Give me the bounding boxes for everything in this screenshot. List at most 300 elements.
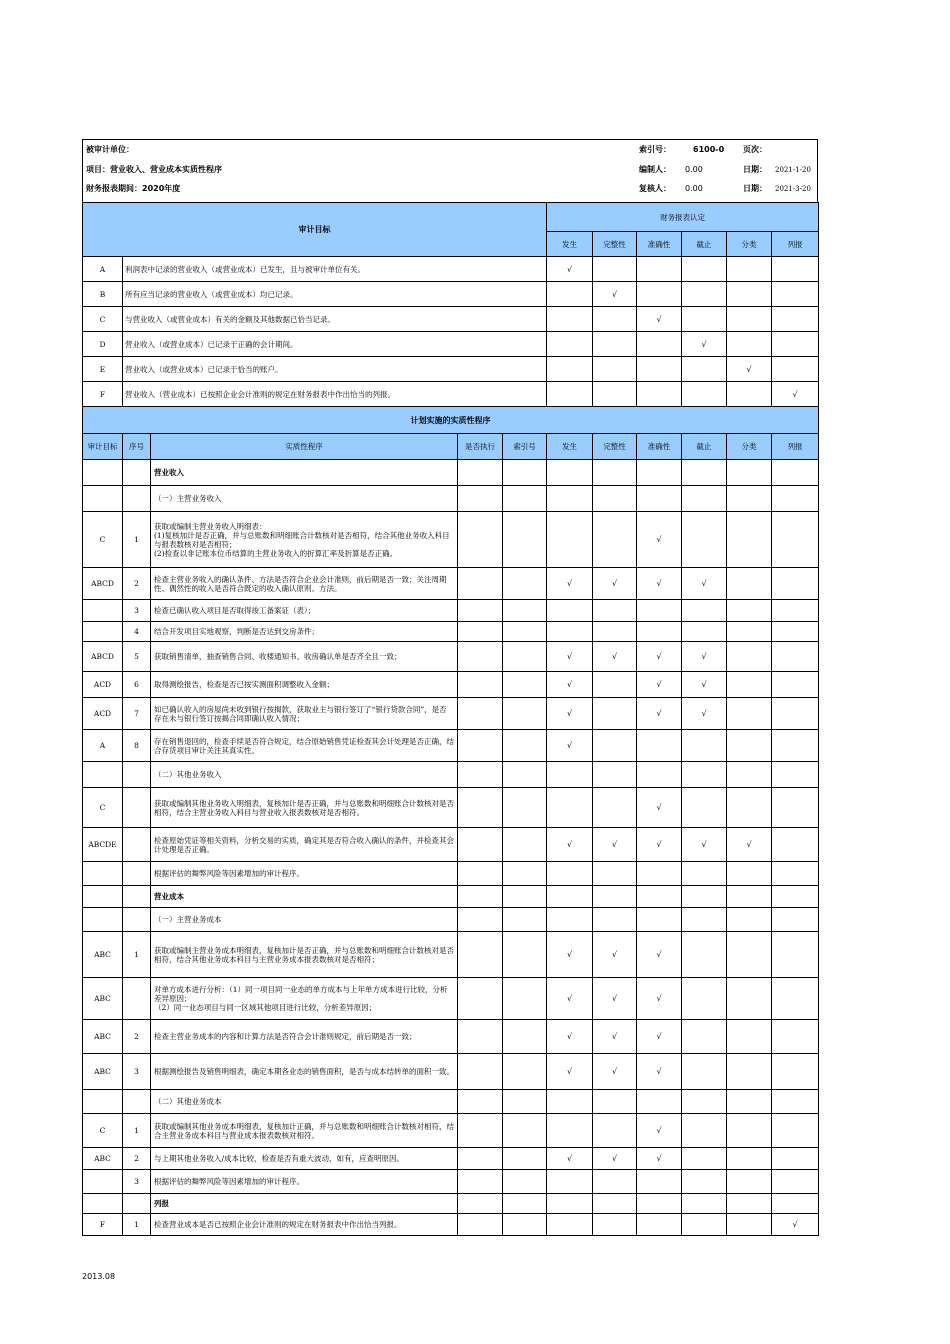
check-mark: √ bbox=[593, 568, 637, 600]
assertion-header: 分类 bbox=[727, 232, 772, 257]
check-mark bbox=[727, 600, 772, 622]
check-mark bbox=[547, 332, 593, 357]
index-cell bbox=[503, 1194, 547, 1214]
check-mark bbox=[772, 1114, 819, 1148]
check-mark bbox=[637, 908, 682, 932]
preparer-label: 编制人： bbox=[639, 165, 671, 174]
reviewer-value: 0.00 bbox=[685, 184, 703, 193]
procedure-row bbox=[83, 672, 819, 698]
procedure-objective: ABCD bbox=[83, 642, 123, 672]
check-mark bbox=[772, 486, 819, 512]
check-mark bbox=[682, 1054, 727, 1090]
check-mark bbox=[772, 257, 819, 282]
check-mark: √ bbox=[547, 1148, 593, 1170]
index-value: 6100-0 bbox=[693, 145, 725, 154]
check-mark bbox=[772, 282, 819, 307]
executed-cell bbox=[458, 460, 503, 486]
procedure-objective: F bbox=[83, 1214, 123, 1236]
check-mark bbox=[727, 1214, 772, 1236]
procedure-text: 与上期其他业务收入/成本比较，检查是否有重大波动，如有，应查明原因。 bbox=[151, 1148, 458, 1170]
check-mark bbox=[682, 1020, 727, 1054]
check-mark bbox=[682, 622, 727, 642]
index-cell bbox=[503, 978, 547, 1020]
check-mark bbox=[772, 622, 819, 642]
check-mark bbox=[727, 978, 772, 1020]
index-cell bbox=[503, 730, 547, 762]
check-mark: √ bbox=[682, 672, 727, 698]
procedure-objective: ABCD bbox=[83, 568, 123, 600]
check-mark bbox=[682, 357, 727, 382]
check-mark: √ bbox=[682, 828, 727, 862]
index-cell bbox=[503, 1054, 547, 1090]
check-mark: √ bbox=[682, 698, 727, 730]
check-mark bbox=[727, 460, 772, 486]
executed-cell bbox=[458, 486, 503, 512]
procedure-objective: C bbox=[83, 512, 123, 568]
procedure-row bbox=[83, 1170, 819, 1194]
procedure-row bbox=[83, 600, 819, 622]
index-cell bbox=[503, 932, 547, 978]
check-mark: √ bbox=[637, 672, 682, 698]
check-mark bbox=[727, 862, 772, 886]
check-mark bbox=[727, 672, 772, 698]
objective-row bbox=[83, 357, 819, 382]
check-mark bbox=[593, 788, 637, 828]
executed-cell bbox=[458, 1020, 503, 1054]
procedure-text: 检查已确认收入项目是否取得竣工备案证（表）； bbox=[151, 600, 458, 622]
check-mark bbox=[772, 932, 819, 978]
check-mark: √ bbox=[772, 1214, 819, 1236]
check-mark bbox=[727, 642, 772, 672]
procedure-objective bbox=[83, 460, 123, 486]
procedure-row bbox=[83, 1214, 819, 1236]
check-mark bbox=[772, 1170, 819, 1194]
index-cell bbox=[503, 600, 547, 622]
assertion-header: 准确性 bbox=[637, 232, 682, 257]
objective-row bbox=[83, 282, 819, 307]
procedure-objective: C bbox=[83, 1114, 123, 1148]
check-mark bbox=[637, 1170, 682, 1194]
check-mark bbox=[682, 932, 727, 978]
procedure-text: 检查营业成本是否已按照企业会计准则的规定在财务报表中作出恰当列报。 bbox=[151, 1214, 458, 1236]
procedure-text: （二）其他业务收入 bbox=[151, 762, 458, 788]
procedure-objective bbox=[83, 908, 123, 932]
procedure-row bbox=[83, 486, 819, 512]
procedure-number bbox=[123, 762, 151, 788]
check-mark: √ bbox=[772, 382, 819, 407]
check-mark bbox=[682, 1114, 727, 1148]
procedure-number bbox=[123, 828, 151, 862]
procedure-row bbox=[83, 1090, 819, 1114]
procedure-objective: ABC bbox=[83, 932, 123, 978]
check-mark bbox=[637, 862, 682, 886]
procedure-row bbox=[83, 908, 819, 932]
check-mark bbox=[547, 307, 593, 332]
check-mark bbox=[593, 600, 637, 622]
assertion-header: 列报 bbox=[772, 232, 819, 257]
procedure-text: （一）主营业务成本 bbox=[151, 908, 458, 932]
index-cell bbox=[503, 762, 547, 788]
index-cell bbox=[503, 512, 547, 568]
executed-cell bbox=[458, 862, 503, 886]
procedure-row bbox=[83, 886, 819, 908]
procedure-text: 列报 bbox=[151, 1194, 458, 1214]
reviewer-label: 复核人： bbox=[639, 184, 671, 193]
check-mark bbox=[772, 1194, 819, 1214]
check-mark bbox=[727, 568, 772, 600]
check-mark bbox=[547, 1170, 593, 1194]
check-mark bbox=[593, 1214, 637, 1236]
objectives-title: 审计目标 bbox=[83, 203, 547, 257]
check-mark bbox=[593, 886, 637, 908]
check-mark: √ bbox=[637, 1148, 682, 1170]
check-mark bbox=[727, 1170, 772, 1194]
objective-row bbox=[83, 257, 819, 282]
objective-text: 利润表中记录的营业收入（或营业成本）已发生，且与被审计单位有关。 bbox=[123, 257, 547, 282]
check-mark bbox=[637, 730, 682, 762]
assertion-header: 发生 bbox=[547, 232, 593, 257]
workpaper-sheet bbox=[82, 139, 818, 1236]
check-mark bbox=[682, 908, 727, 932]
check-mark bbox=[772, 357, 819, 382]
check-mark bbox=[772, 307, 819, 332]
check-mark bbox=[637, 622, 682, 642]
check-mark bbox=[593, 382, 637, 407]
index-cell bbox=[503, 642, 547, 672]
procedure-row bbox=[83, 730, 819, 762]
check-mark bbox=[593, 672, 637, 698]
procedure-number: 3 bbox=[123, 1170, 151, 1194]
check-mark: √ bbox=[547, 1020, 593, 1054]
check-mark: √ bbox=[547, 730, 593, 762]
check-mark bbox=[547, 357, 593, 382]
check-mark bbox=[682, 1090, 727, 1114]
project-label: 项目：营业收入、营业成本实质性程序 bbox=[86, 165, 222, 174]
procedure-objective: ABC bbox=[83, 978, 123, 1020]
procedure-text: 存在销售退回的，检查手续是否符合规定，结合原始销售凭证检查其会计处理是否正确，结合存货项目审计关注其真实性。 bbox=[151, 730, 458, 762]
check-mark: √ bbox=[547, 568, 593, 600]
check-mark bbox=[547, 600, 593, 622]
procedure-text: 根据测绘报告及销售明细表，确定本期各业态的销售面积，是否与成本结转单的面积一致。 bbox=[151, 1054, 458, 1090]
check-mark bbox=[682, 600, 727, 622]
auditee-label: 被审计单位： bbox=[86, 145, 134, 154]
assertion-header: 完整性 bbox=[593, 232, 637, 257]
check-mark: √ bbox=[593, 642, 637, 672]
check-mark bbox=[682, 886, 727, 908]
check-mark bbox=[547, 1090, 593, 1114]
procedure-text: 获取或编制其他业务收入明细表，复核加计是否正确，并与总账数和明细账合计数核对是否相符，结合主营业务收入科目与营业收入报表数核对是否相符。 bbox=[151, 788, 458, 828]
check-mark bbox=[637, 1090, 682, 1114]
check-mark bbox=[637, 1214, 682, 1236]
procedure-text: 检查主营业务成本的内容和计算方法是否符合会计准则规定，前后期是否一致； bbox=[151, 1020, 458, 1054]
procedure-number: 1 bbox=[123, 932, 151, 978]
procedure-number: 7 bbox=[123, 698, 151, 730]
procedure-number: 4 bbox=[123, 622, 151, 642]
procedure-row bbox=[83, 568, 819, 600]
objective-row bbox=[83, 332, 819, 357]
check-mark: √ bbox=[547, 1054, 593, 1090]
check-mark bbox=[727, 382, 772, 407]
check-mark: √ bbox=[593, 1020, 637, 1054]
index-cell bbox=[503, 788, 547, 828]
check-mark bbox=[593, 698, 637, 730]
procedure-row bbox=[83, 1194, 819, 1214]
procedure-text: 取得测绘报告，检查是否已按实测面积调整收入金额； bbox=[151, 672, 458, 698]
check-mark bbox=[727, 1054, 772, 1090]
check-mark bbox=[727, 908, 772, 932]
check-mark: √ bbox=[593, 1148, 637, 1170]
executed-cell bbox=[458, 1054, 503, 1090]
executed-cell bbox=[458, 1148, 503, 1170]
executed-cell bbox=[458, 730, 503, 762]
procedure-row bbox=[83, 978, 819, 1020]
check-mark bbox=[593, 730, 637, 762]
procedure-objective bbox=[83, 1090, 123, 1114]
check-mark bbox=[593, 1194, 637, 1214]
check-mark bbox=[772, 600, 819, 622]
check-mark: √ bbox=[593, 282, 637, 307]
check-mark bbox=[727, 332, 772, 357]
check-mark bbox=[682, 486, 727, 512]
check-mark bbox=[547, 1114, 593, 1148]
executed-cell bbox=[458, 568, 503, 600]
check-mark: √ bbox=[547, 978, 593, 1020]
procedure-objective: ABC bbox=[83, 1054, 123, 1090]
procedure-number bbox=[123, 862, 151, 886]
column-header: 分类 bbox=[727, 434, 772, 460]
check-mark bbox=[637, 357, 682, 382]
procedure-objective: C bbox=[83, 788, 123, 828]
check-mark bbox=[772, 730, 819, 762]
check-mark bbox=[772, 568, 819, 600]
check-mark bbox=[593, 862, 637, 886]
column-header: 审计目标 bbox=[83, 434, 123, 460]
check-mark bbox=[772, 642, 819, 672]
check-mark bbox=[547, 762, 593, 788]
check-mark bbox=[637, 1194, 682, 1214]
executed-cell bbox=[458, 886, 503, 908]
procedure-row bbox=[83, 828, 819, 862]
objective-code: E bbox=[83, 357, 123, 382]
check-mark bbox=[682, 1148, 727, 1170]
check-mark bbox=[593, 357, 637, 382]
procedure-text: 对单方成本进行分析：（1）同一项目同一业态的单方成本与上年单方成本进行比较，分析差异原因； （2）同一业态项目与同一区域其他项目进行比较，分析差异原因； bbox=[151, 978, 458, 1020]
check-mark: √ bbox=[547, 672, 593, 698]
check-mark: √ bbox=[637, 1020, 682, 1054]
check-mark bbox=[727, 698, 772, 730]
procedure-objective bbox=[83, 762, 123, 788]
procedure-number bbox=[123, 978, 151, 1020]
check-mark: √ bbox=[682, 568, 727, 600]
procedure-text: 获取销售清单，抽查销售合同、收楼通知书、收房确认单是否齐全且一致； bbox=[151, 642, 458, 672]
executed-cell bbox=[458, 932, 503, 978]
check-mark: √ bbox=[682, 642, 727, 672]
check-mark bbox=[682, 788, 727, 828]
check-mark bbox=[547, 512, 593, 568]
objective-text: 营业收入（营业成本）已按照企业会计准则的规定在财务报表中作出恰当的列报。 bbox=[123, 382, 547, 407]
procedure-number bbox=[123, 486, 151, 512]
check-mark bbox=[682, 382, 727, 407]
check-mark bbox=[727, 622, 772, 642]
executed-cell bbox=[458, 1214, 503, 1236]
procedure-text: 如已确认收入的房屋尚未收到银行按揭款，获取业主与银行签订了“银行贷款合同”，是否存在未与银行签订按揭合同即确认收入情况； bbox=[151, 698, 458, 730]
procedure-objective: ABCDE bbox=[83, 828, 123, 862]
objectives-section bbox=[83, 203, 819, 407]
procedure-objective: A bbox=[83, 730, 123, 762]
check-mark: √ bbox=[727, 828, 772, 862]
executed-cell bbox=[458, 1090, 503, 1114]
index-cell bbox=[503, 486, 547, 512]
check-mark bbox=[593, 486, 637, 512]
check-mark bbox=[772, 788, 819, 828]
check-mark bbox=[772, 862, 819, 886]
check-mark bbox=[593, 762, 637, 788]
procedure-number: 2 bbox=[123, 568, 151, 600]
procedure-text: 获取或编制其他业务成本明细表，复核加计正确，并与总账数和明细账合计数核对相符，结合主营业务成本科目与营业成本报表数核对相符。 bbox=[151, 1114, 458, 1148]
procedure-number: 3 bbox=[123, 600, 151, 622]
procedure-row bbox=[83, 762, 819, 788]
column-header: 实质性程序 bbox=[151, 434, 458, 460]
check-mark bbox=[682, 1194, 727, 1214]
check-mark bbox=[727, 886, 772, 908]
check-mark: √ bbox=[637, 698, 682, 730]
index-cell bbox=[503, 1090, 547, 1114]
objective-row bbox=[83, 382, 819, 407]
index-label: 索引号： bbox=[639, 145, 671, 154]
check-mark bbox=[637, 382, 682, 407]
column-header: 准确性 bbox=[637, 434, 682, 460]
procedure-objective: ACD bbox=[83, 698, 123, 730]
check-mark bbox=[547, 382, 593, 407]
check-mark bbox=[772, 978, 819, 1020]
check-mark bbox=[547, 622, 593, 642]
check-mark bbox=[547, 486, 593, 512]
date2-label: 日期： bbox=[743, 184, 767, 193]
index-cell bbox=[503, 698, 547, 730]
check-mark: √ bbox=[637, 978, 682, 1020]
check-mark bbox=[547, 788, 593, 828]
check-mark bbox=[682, 460, 727, 486]
footer-version: 2013.08 bbox=[82, 1272, 116, 1281]
executed-cell bbox=[458, 512, 503, 568]
procedure-row bbox=[83, 512, 819, 568]
check-mark: √ bbox=[637, 828, 682, 862]
check-mark: √ bbox=[593, 1054, 637, 1090]
check-mark bbox=[727, 307, 772, 332]
check-mark: √ bbox=[637, 642, 682, 672]
executed-cell bbox=[458, 828, 503, 862]
check-mark bbox=[637, 282, 682, 307]
executed-cell bbox=[458, 908, 503, 932]
procedure-row bbox=[83, 932, 819, 978]
check-mark bbox=[547, 886, 593, 908]
check-mark bbox=[727, 282, 772, 307]
check-mark bbox=[727, 788, 772, 828]
procedure-number bbox=[123, 460, 151, 486]
executed-cell bbox=[458, 1114, 503, 1148]
check-mark bbox=[727, 1194, 772, 1214]
check-mark bbox=[593, 257, 637, 282]
check-mark bbox=[593, 512, 637, 568]
column-header: 是否执行 bbox=[458, 434, 503, 460]
procedure-row bbox=[83, 862, 819, 886]
objective-code: B bbox=[83, 282, 123, 307]
page-label: 页次： bbox=[743, 145, 767, 154]
procedure-objective bbox=[83, 622, 123, 642]
check-mark: √ bbox=[547, 257, 593, 282]
check-mark: √ bbox=[637, 932, 682, 978]
executed-cell bbox=[458, 1194, 503, 1214]
index-cell bbox=[503, 1214, 547, 1236]
procedure-objective bbox=[83, 600, 123, 622]
procedure-row bbox=[83, 1148, 819, 1170]
check-mark bbox=[772, 1020, 819, 1054]
check-mark bbox=[593, 908, 637, 932]
check-mark bbox=[593, 460, 637, 486]
objective-text: 所有应当记录的营业收入（或营业成本）均已记录。 bbox=[123, 282, 547, 307]
assertion-header: 截止 bbox=[682, 232, 727, 257]
procedure-text: 营业收入 bbox=[151, 460, 458, 486]
procedure-objective bbox=[83, 1194, 123, 1214]
check-mark bbox=[682, 282, 727, 307]
check-mark bbox=[682, 762, 727, 788]
check-mark bbox=[593, 307, 637, 332]
executed-cell bbox=[458, 698, 503, 730]
procedure-row bbox=[83, 788, 819, 828]
column-header: 索引号 bbox=[503, 434, 547, 460]
executed-cell bbox=[458, 642, 503, 672]
objective-text: 营业收入（或营业成本）已记录于恰当的账户。 bbox=[123, 357, 547, 382]
check-mark bbox=[547, 282, 593, 307]
check-mark bbox=[772, 1090, 819, 1114]
check-mark bbox=[727, 1090, 772, 1114]
procedure-number: 3 bbox=[123, 1054, 151, 1090]
date1-label: 日期： bbox=[743, 165, 767, 174]
preparer-value: 0.00 bbox=[685, 165, 703, 174]
index-cell bbox=[503, 1148, 547, 1170]
check-mark: √ bbox=[547, 698, 593, 730]
procedure-row bbox=[83, 698, 819, 730]
check-mark bbox=[593, 1114, 637, 1148]
procedure-row bbox=[83, 1020, 819, 1054]
check-mark: √ bbox=[637, 512, 682, 568]
procedure-objective: ABC bbox=[83, 1020, 123, 1054]
check-mark bbox=[682, 512, 727, 568]
procedure-objective bbox=[83, 886, 123, 908]
check-mark: √ bbox=[593, 932, 637, 978]
procedure-text: 根据评估的舞弊风险等因素增加的审计程序。 bbox=[151, 1170, 458, 1194]
check-mark bbox=[727, 512, 772, 568]
column-header: 列报 bbox=[772, 434, 819, 460]
check-mark bbox=[727, 932, 772, 978]
procedure-text: 结合开发项目实地观察，判断是否达到交房条件； bbox=[151, 622, 458, 642]
procedure-text: 营业成本 bbox=[151, 886, 458, 908]
check-mark bbox=[727, 762, 772, 788]
executed-cell bbox=[458, 622, 503, 642]
check-mark: √ bbox=[547, 932, 593, 978]
objective-code: D bbox=[83, 332, 123, 357]
check-mark bbox=[772, 460, 819, 486]
index-cell bbox=[503, 1114, 547, 1148]
executed-cell bbox=[458, 762, 503, 788]
objective-code: C bbox=[83, 307, 123, 332]
procedure-row bbox=[83, 622, 819, 642]
check-mark bbox=[637, 486, 682, 512]
procedure-objective: ABC bbox=[83, 1148, 123, 1170]
check-mark: √ bbox=[547, 828, 593, 862]
check-mark bbox=[637, 460, 682, 486]
procedure-row bbox=[83, 1114, 819, 1148]
